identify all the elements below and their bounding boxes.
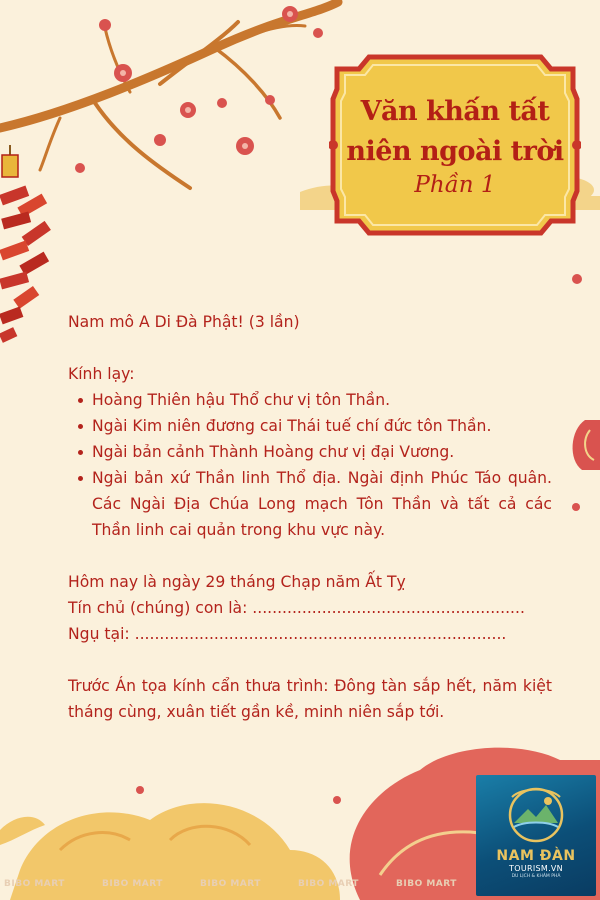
list-item: Hoàng Thiên hậu Thổ chư vị tôn Thần. [68, 387, 552, 413]
title-line-2: niên ngoài trời [346, 136, 564, 167]
watermark: BIBO MART [298, 879, 359, 889]
watermark: BIBO MART [4, 879, 65, 889]
logo-emblem-icon [476, 775, 596, 847]
list-item: Ngài bản cảnh Thành Hoàng chư vị đại Vương. [68, 439, 552, 465]
logo-site: TOURISM.VN [509, 864, 563, 873]
intro-line: Nam mô A Di Đà Phật! (3 lần) [68, 313, 300, 331]
watermark: BIBO MART [200, 879, 261, 889]
firecracker-string [0, 145, 51, 343]
title-part: Phần 1 [414, 172, 496, 198]
list-item: Ngài Kim niên đương cai Thái tuế chí đức tôn Thần. [68, 413, 552, 439]
page-title [329, 92, 581, 200]
plum-blossom-branch [0, 2, 338, 188]
red-cloud-right [573, 420, 600, 470]
nam-dan-tourism-logo [476, 775, 596, 896]
owner-line: Tín chủ (chúng) con là: ....................................................... [68, 599, 525, 617]
prayer-text [68, 309, 552, 725]
logo-name: NAM ĐÀN [496, 848, 576, 864]
date-line: Hôm nay là ngày 29 tháng Chạp năm Ất Tỵ [68, 573, 406, 591]
list-item: Ngài bản xứ Thần linh Thổ địa. Ngài định Phúc Táo quân. Các Ngài Địa Chúa Long mạch Tôn Thần và tất cả các Thần linh cai quản trong khu vực này. [68, 465, 552, 543]
title-line-1: Văn khấn tất [360, 96, 550, 127]
closing-paragraph: Trước Án tọa kính cẩn thưa trình: Đông tàn sắp hết, năm kiệt tháng cùng, xuân tiết gần kề, minh niên sắp tới. [68, 677, 552, 721]
watermark: BIBO MART [396, 879, 457, 889]
greeting-line: Kính lạy: [68, 365, 135, 383]
watermark: BIBO MART [102, 879, 163, 889]
address-line: Ngụ tại: ........................................................................... [68, 625, 507, 643]
deity-list [68, 387, 552, 543]
logo-tagline: DU LỊCH & KHÁM PHÁ [511, 874, 561, 879]
